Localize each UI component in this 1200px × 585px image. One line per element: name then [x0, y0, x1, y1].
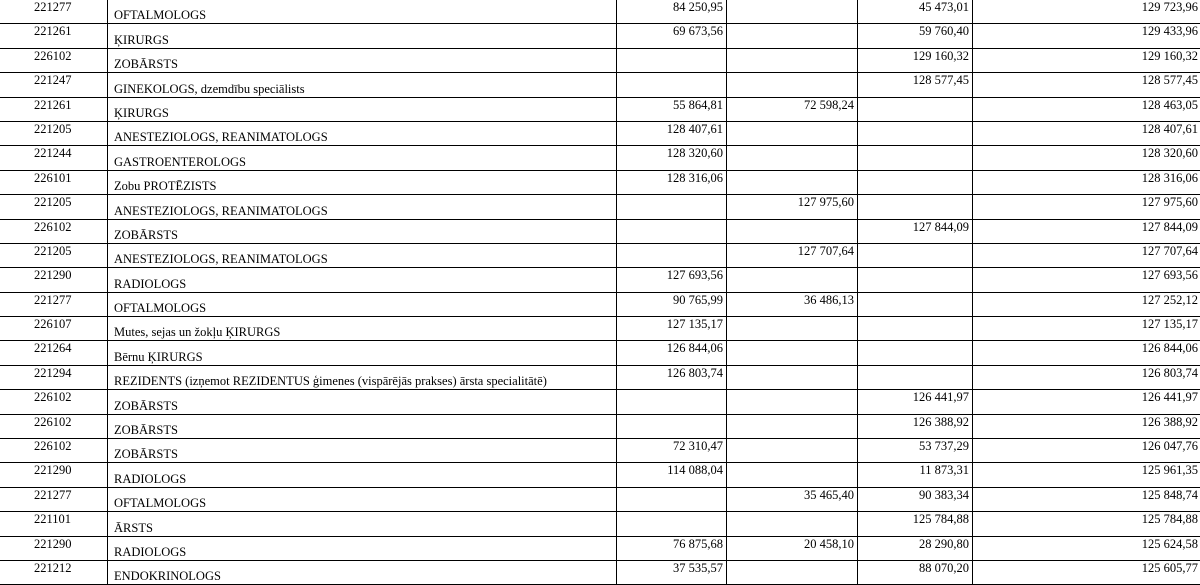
amount-3-cell: [858, 365, 973, 389]
table-row: [0, 121, 1200, 145]
amount-1-cell: 128 316,06: [617, 170, 727, 194]
occupation-code-cell: 221212: [0, 560, 108, 584]
amount-3-cell: 128 577,45: [858, 73, 973, 97]
occupation-name-cell: ĀRSTS: [108, 512, 617, 536]
table-row: [0, 390, 1200, 414]
amount-2-cell: [727, 48, 858, 72]
total-amount-cell: 126 047,76: [973, 439, 1200, 463]
table-row: [0, 195, 1200, 219]
amount-3-cell: 125 784,88: [858, 512, 973, 536]
amount-1-cell: 72 310,47: [617, 439, 727, 463]
table-row: [0, 73, 1200, 97]
amount-2-cell: 20 458,10: [727, 536, 858, 560]
amount-2-cell: [727, 365, 858, 389]
occupation-name-cell: Zobu PROTĒZISTS: [108, 170, 617, 194]
amount-1-cell: 69 673,56: [617, 24, 727, 48]
amount-3-cell: 11 873,31: [858, 463, 973, 487]
total-amount-cell: 129 433,96: [973, 24, 1200, 48]
total-amount-cell: 127 707,64: [973, 243, 1200, 267]
amount-2-cell: 72 598,24: [727, 97, 858, 121]
amount-1-cell: 127 135,17: [617, 317, 727, 341]
total-amount-cell: 126 844,06: [973, 341, 1200, 365]
amount-2-cell: [727, 560, 858, 584]
amount-2-cell: [727, 414, 858, 438]
table-row: [0, 560, 1200, 584]
occupation-code-cell: 226102: [0, 414, 108, 438]
occupation-code-cell: 226102: [0, 219, 108, 243]
table-row: [0, 512, 1200, 536]
occupation-name-cell: RADIOLOGS: [108, 268, 617, 292]
amount-3-cell: [858, 170, 973, 194]
amount-1-cell: 84 250,95: [617, 0, 727, 24]
total-amount-cell: 128 407,61: [973, 121, 1200, 145]
occupation-name-cell: ZOBĀRSTS: [108, 219, 617, 243]
table-row: [0, 317, 1200, 341]
total-amount-cell: 126 388,92: [973, 414, 1200, 438]
amount-3-cell: [858, 317, 973, 341]
amount-2-cell: [727, 463, 858, 487]
table-row: [0, 97, 1200, 121]
table-row: [0, 365, 1200, 389]
amount-1-cell: [617, 195, 727, 219]
amount-3-cell: [858, 341, 973, 365]
occupation-name-cell: ĶIRURGS: [108, 97, 617, 121]
table-row: [0, 24, 1200, 48]
table-row: [0, 170, 1200, 194]
occupation-code-cell: 221277: [0, 292, 108, 316]
amount-2-cell: [727, 146, 858, 170]
amount-3-cell: 127 844,09: [858, 219, 973, 243]
amount-2-cell: [727, 317, 858, 341]
amount-1-cell: [617, 243, 727, 267]
total-amount-cell: 125 784,88: [973, 512, 1200, 536]
amount-2-cell: 35 465,40: [727, 487, 858, 511]
table-row: [0, 414, 1200, 438]
occupation-code-cell: 221244: [0, 146, 108, 170]
occupation-code-cell: 221290: [0, 536, 108, 560]
total-amount-cell: 126 441,97: [973, 390, 1200, 414]
table-row: [0, 243, 1200, 267]
occupation-code-cell: 221264: [0, 341, 108, 365]
total-amount-cell: 127 975,60: [973, 195, 1200, 219]
amount-3-cell: [858, 97, 973, 121]
occupation-code-cell: 221247: [0, 73, 108, 97]
occupation-name-cell: RADIOLOGS: [108, 463, 617, 487]
table-row: [0, 536, 1200, 560]
amount-1-cell: [617, 512, 727, 536]
amount-3-cell: [858, 121, 973, 145]
total-amount-cell: 127 844,09: [973, 219, 1200, 243]
table-row: [0, 341, 1200, 365]
table-row: [0, 439, 1200, 463]
occupation-code-cell: 221277: [0, 0, 108, 24]
amount-1-cell: 37 535,57: [617, 560, 727, 584]
total-amount-cell: 125 961,35: [973, 463, 1200, 487]
occupation-code-cell: 221101: [0, 512, 108, 536]
occupation-name-cell: ZOBĀRSTS: [108, 48, 617, 72]
amount-2-cell: [727, 219, 858, 243]
total-amount-cell: 127 693,56: [973, 268, 1200, 292]
table-row: [0, 463, 1200, 487]
amount-2-cell: [727, 268, 858, 292]
table-row: [0, 268, 1200, 292]
occupation-code-cell: 221294: [0, 365, 108, 389]
occupation-code-cell: 221205: [0, 121, 108, 145]
amount-2-cell: 127 707,64: [727, 243, 858, 267]
total-amount-cell: 126 803,74: [973, 365, 1200, 389]
amount-3-cell: [858, 268, 973, 292]
occupation-code-cell: 221277: [0, 487, 108, 511]
occupation-code-cell: 226101: [0, 170, 108, 194]
amount-2-cell: [727, 439, 858, 463]
amount-1-cell: [617, 48, 727, 72]
table-row: [0, 48, 1200, 72]
total-amount-cell: 127 135,17: [973, 317, 1200, 341]
amount-3-cell: 59 760,40: [858, 24, 973, 48]
total-amount-cell: 128 320,60: [973, 146, 1200, 170]
amount-3-cell: 129 160,32: [858, 48, 973, 72]
occupation-code-cell: 221205: [0, 243, 108, 267]
amount-1-cell: 128 407,61: [617, 121, 727, 145]
occupation-name-cell: OFTALMOLOGS: [108, 487, 617, 511]
table-row: [0, 146, 1200, 170]
occupation-code-cell: 221261: [0, 24, 108, 48]
occupation-code-cell: 226102: [0, 439, 108, 463]
amount-1-cell: [617, 414, 727, 438]
amount-2-cell: [727, 512, 858, 536]
total-amount-cell: 125 624,58: [973, 536, 1200, 560]
total-amount-cell: 125 848,74: [973, 487, 1200, 511]
amount-3-cell: [858, 243, 973, 267]
table-row: [0, 0, 1200, 24]
occupation-name-cell: OFTALMOLOGS: [108, 292, 617, 316]
amount-3-cell: 126 441,97: [858, 390, 973, 414]
occupation-name-cell: OFTALMOLOGS: [108, 0, 617, 24]
table-row: [0, 219, 1200, 243]
amount-3-cell: 126 388,92: [858, 414, 973, 438]
total-amount-cell: 125 605,77: [973, 560, 1200, 584]
occupation-name-cell: GINEKOLOGS, dzemdību speciālists: [108, 73, 617, 97]
amount-3-cell: 88 070,20: [858, 560, 973, 584]
amount-2-cell: 36 486,13: [727, 292, 858, 316]
amount-2-cell: [727, 73, 858, 97]
total-amount-cell: 129 723,96: [973, 0, 1200, 24]
occupation-code-cell: 221290: [0, 463, 108, 487]
occupation-code-cell: 226107: [0, 317, 108, 341]
occupation-name-cell: ZOBĀRSTS: [108, 439, 617, 463]
amount-2-cell: [727, 24, 858, 48]
amount-3-cell: [858, 195, 973, 219]
amount-3-cell: 90 383,34: [858, 487, 973, 511]
total-amount-cell: 127 252,12: [973, 292, 1200, 316]
amount-3-cell: 28 290,80: [858, 536, 973, 560]
occupation-name-cell: ZOBĀRSTS: [108, 390, 617, 414]
total-amount-cell: 129 160,32: [973, 48, 1200, 72]
amount-3-cell: 53 737,29: [858, 439, 973, 463]
amount-1-cell: 128 320,60: [617, 146, 727, 170]
occupation-name-cell: ANESTEZIOLOGS, REANIMATOLOGS: [108, 195, 617, 219]
amount-2-cell: [727, 170, 858, 194]
amount-2-cell: [727, 341, 858, 365]
table-row: [0, 292, 1200, 316]
occupation-code-cell: 226102: [0, 48, 108, 72]
occupation-name-cell: GASTROENTEROLOGS: [108, 146, 617, 170]
amount-3-cell: [858, 146, 973, 170]
amount-1-cell: [617, 219, 727, 243]
amount-1-cell: 55 864,81: [617, 97, 727, 121]
amount-2-cell: [727, 0, 858, 24]
occupation-name-cell: REZIDENTS (izņemot REZIDENTUS ģimenes (vispārējās prakses) ārsta specialitātē): [108, 365, 617, 389]
occupation-code-cell: 226102: [0, 390, 108, 414]
occupation-name-cell: ENDOKRINOLOGS: [108, 560, 617, 584]
amount-3-cell: [858, 292, 973, 316]
amount-1-cell: 127 693,56: [617, 268, 727, 292]
occupation-name-cell: Bērnu ĶIRURGS: [108, 341, 617, 365]
occupation-code-cell: 221205: [0, 195, 108, 219]
table-row: [0, 487, 1200, 511]
occupation-code-cell: 221261: [0, 97, 108, 121]
amount-2-cell: 127 975,60: [727, 195, 858, 219]
amount-1-cell: 90 765,99: [617, 292, 727, 316]
occupation-name-cell: ĶIRURGS: [108, 24, 617, 48]
amount-2-cell: [727, 390, 858, 414]
occupation-name-cell: RADIOLOGS: [108, 536, 617, 560]
amount-1-cell: 126 803,74: [617, 365, 727, 389]
amount-1-cell: [617, 487, 727, 511]
total-amount-cell: 128 577,45: [973, 73, 1200, 97]
occupation-name-cell: Mutes, sejas un žokļu ĶIRURGS: [108, 317, 617, 341]
occupation-code-cell: 221290: [0, 268, 108, 292]
occupation-name-cell: ZOBĀRSTS: [108, 414, 617, 438]
total-amount-cell: 128 463,05: [973, 97, 1200, 121]
total-amount-cell: 128 316,06: [973, 170, 1200, 194]
amount-2-cell: [727, 121, 858, 145]
occupation-name-cell: ANESTEZIOLOGS, REANIMATOLOGS: [108, 243, 617, 267]
amount-1-cell: [617, 390, 727, 414]
amount-1-cell: 114 088,04: [617, 463, 727, 487]
occupation-name-cell: ANESTEZIOLOGS, REANIMATOLOGS: [108, 121, 617, 145]
amount-1-cell: 76 875,68: [617, 536, 727, 560]
amount-1-cell: [617, 73, 727, 97]
amount-1-cell: 126 844,06: [617, 341, 727, 365]
amount-3-cell: 45 473,01: [858, 0, 973, 24]
